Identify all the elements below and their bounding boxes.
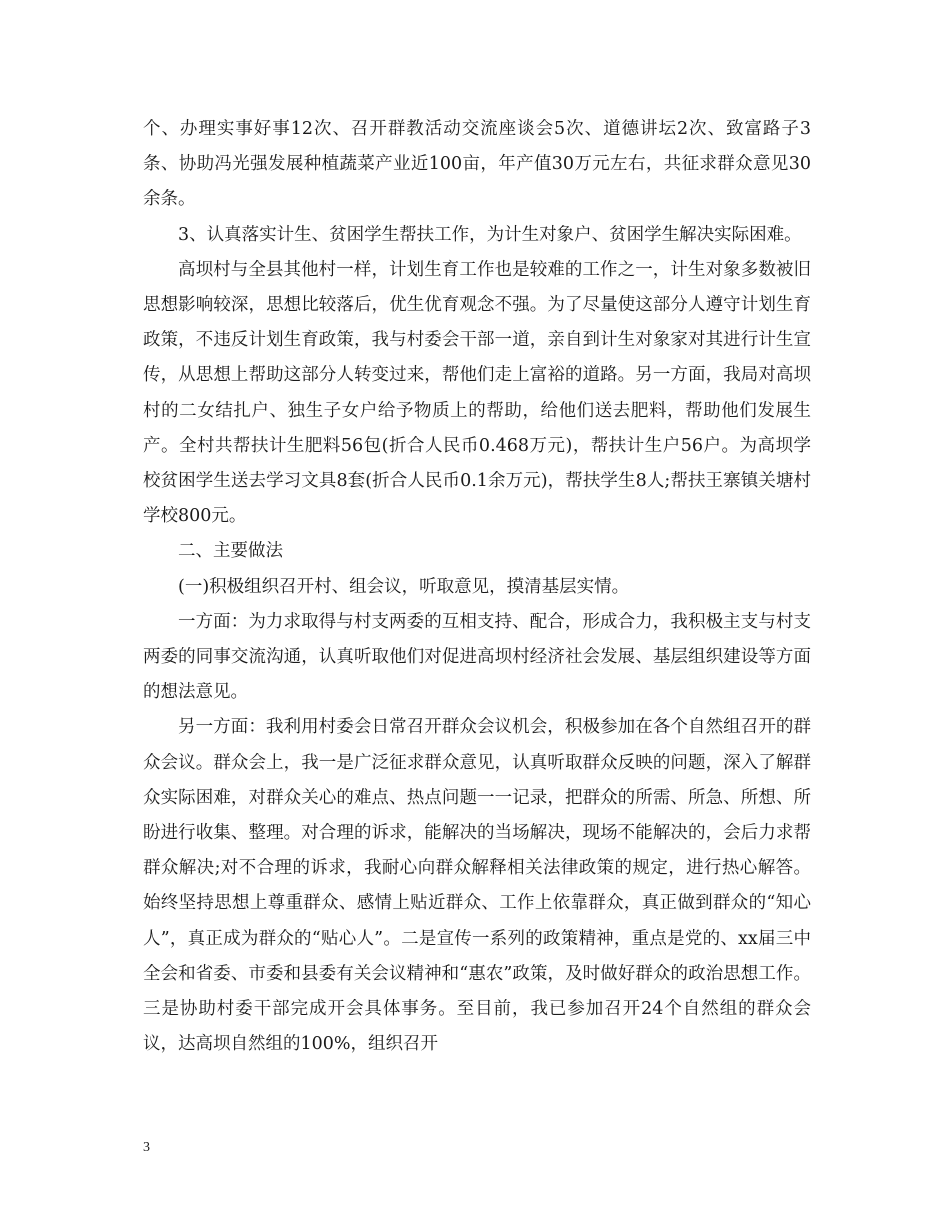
section-heading: 二、主要做法 — [178, 541, 283, 562]
document-body — [143, 112, 811, 1062]
subsection-heading: (一)积极组织召开村、组会议，听取意见，摸清基层实情。 — [178, 576, 630, 597]
paragraph: 另一方面：我利用村委会日常召开群众会议机会，积极参加在各个自然组召开的群众会议。群众会上，我一是广泛征求群众意见，认真听取群众反映的问题，深入了解群众实际困难，对群众关心的难点、热点问题一一记录，把群众的所需、所急、所想、所盼进行收集、整理。对合理的诉求，能解决的当场解决，现场不能解决的，会后力求帮群众解决;对不合理的诉求，我耐心向群众解释相关法律政策的规定，进行热心解答。始终坚持思想上尊重群众、感情上贴近群众、工作上依靠群众，真正做到群众的“知心人”，真正成为群众的“贴心人”。二是宣传一系列的政策精神，重点是党的、xx届三中全会和省委、市委和县委有关会议精神和“惠农”政策，及时做好群众的政治思想工作。三是协助村委干部完成开会具体事务。至目前，我已参加召开24个自然组的群众会议，达高坝自然组的100%，组织召开 — [143, 717, 811, 1055]
paragraph: 个、办理实事好事12次、召开群教活动交流座谈会5次、道德讲坛2次、致富路子3条、协助冯光强发展种植蔬菜产业近100亩，年产值30万元左右，共征求群众意见30余条。 — [143, 119, 811, 210]
paragraph: 一方面：为力求取得与村支两委的互相支持、配合，形成合力，我积极主支与村支两委的同事交流沟通，认真听取他们对促进高坝村经济社会发展、基层组织建设等方面的想法意见。 — [143, 611, 811, 703]
page-number: 3 — [143, 1140, 150, 1155]
paragraph: 高坝村与全县其他村一样，计划生育工作也是较难的工作之一，计生对象多数被旧思想影响较深，思想比较落后，优生优育观念不强。为了尽量使这部分人遵守计划生育政策，不违反计划生育政策，我与村委会干部一道，亲自到计生对象家对其进行计生宣传，从思想上帮助这部分人转变过来，帮他们走上富裕的道路。另一方面，我局对高坝村的二女结扎户、独生子女户给予物质上的帮助，给他们送去肥料，帮助他们发展生产。全村共帮扶计生肥料56包(折合人民币0.468万元)，帮扶计生户56户。为高坝学校贫困学生送去学习文具8套(折合人民币0.1余万元)，帮扶学生8人;帮扶王寨镇关塘村学校800元。 — [143, 259, 811, 527]
paragraph: 3、认真落实计生、贫困学生帮扶工作，为计生对象户、贫困学生解决实际困难。 — [178, 224, 802, 245]
